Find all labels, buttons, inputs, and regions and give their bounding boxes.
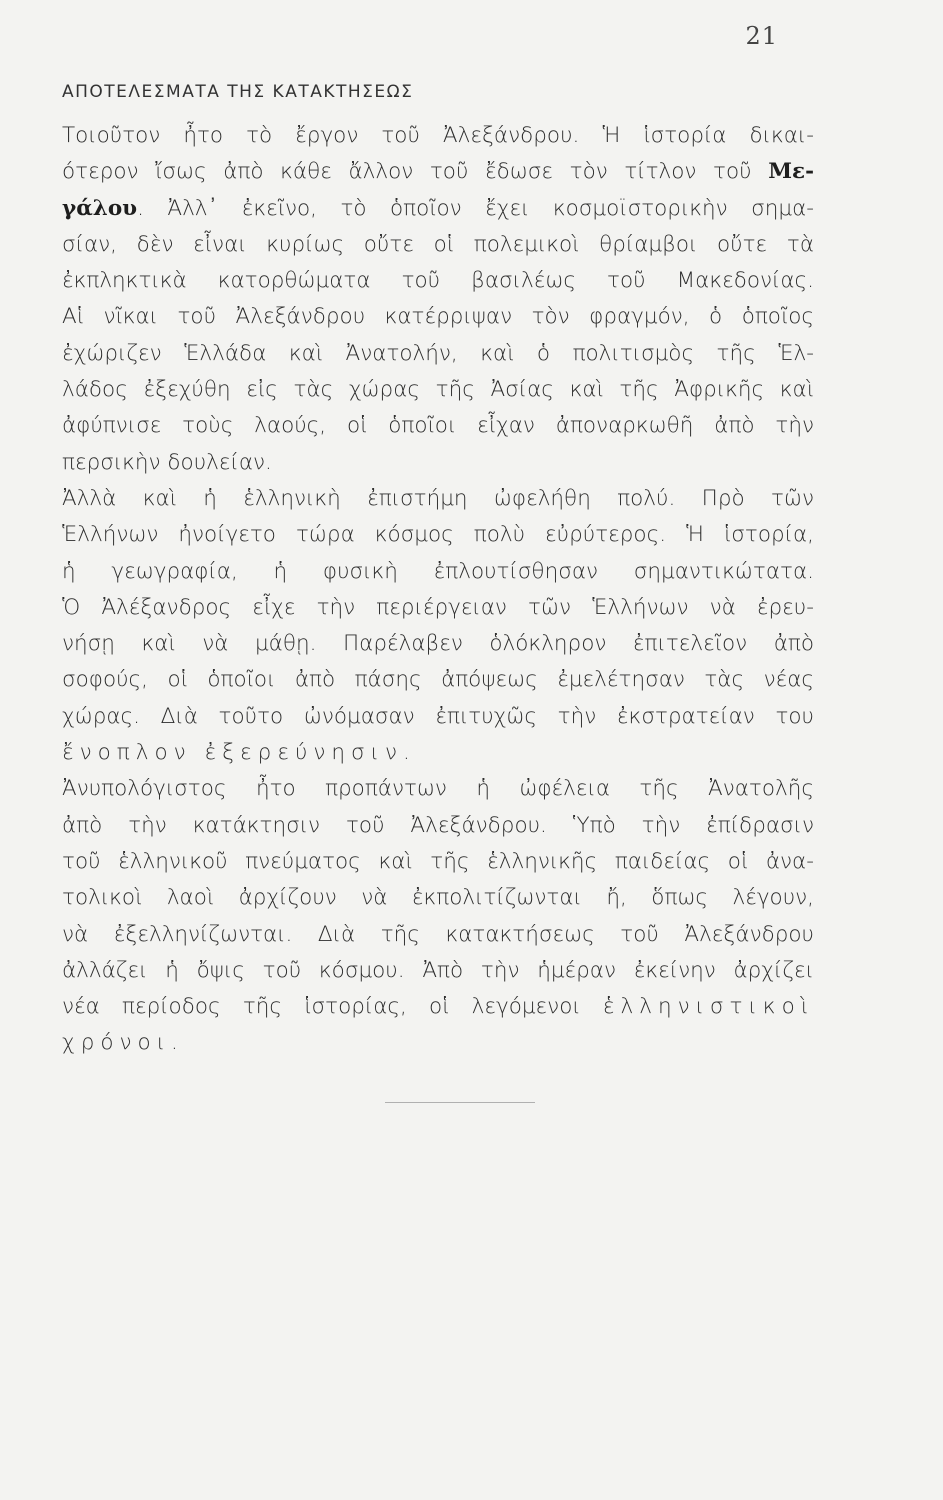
text-line	[62, 590, 814, 626]
text-run: Ὁ Ἀλέξανδρος εἶχε τὴν περιέργειαν τῶν Ἑλλήνων νὰ ἐρευ-	[62, 594, 814, 620]
text-run: νήσῃ καὶ νὰ μάθῃ. Παρέλαβεν ὁλόκληρον ἐπιτελεῖον ἀπὸ	[62, 631, 814, 657]
text-run: ἀπὸ τὴν κατάκτησιν τοῦ Ἀλεξάνδρου. Ὑπὸ τὴν ἐπίδρασιν	[62, 812, 814, 838]
text-run: λάδος ἐξεχύθη εἰς τὰς χώρας τῆς Ἀσίας καὶ τῆς Ἀφρικῆς καὶ	[62, 377, 814, 403]
text-run: σοφούς, οἱ ὁποῖοι ἀπὸ πάσης ἀπόψεως ἐμελέτησαν τὰς νέας	[62, 667, 814, 693]
text-line	[62, 844, 814, 880]
text-run: ἑλληνιστικοὶ	[602, 994, 814, 1020]
paragraph	[62, 118, 814, 481]
text-line	[62, 263, 814, 299]
text-line	[62, 771, 814, 807]
text-run: γάλου	[62, 195, 138, 221]
paragraph	[62, 771, 814, 1061]
text-run: νὰ ἐξελληνίζωνται. Διὰ τῆς κατακτήσεως τοῦ Ἀλεξάνδρου	[62, 921, 814, 947]
page-number: 21	[745, 22, 778, 50]
text-run: Ἀνυπολόγιστος ἦτο προπάντων ἡ ὠφέλεια τῆς Ἀνατολῆς	[62, 776, 814, 802]
text-run: ἔνοπλον ἐξερεύνησιν.	[62, 740, 416, 766]
text-line	[62, 1025, 814, 1061]
body-text	[62, 118, 814, 1062]
text-run: . Ἀλλ᾿ ἐκεῖνο, τὸ ὁποῖον ἔχει κοσμοϊστορικὴν σημα-	[137, 195, 814, 221]
text-line	[62, 626, 814, 662]
text-run: χώρας. Διὰ τοῦτο ὠνόμασαν ἐπιτυχῶς τὴν ἐκστρατείαν του	[62, 703, 814, 729]
text-line	[62, 735, 814, 771]
text-run: ἡ γεωγραφία, ἡ φυσικὴ ἐπλουτίσθησαν σημαντικώτατα.	[62, 558, 814, 584]
text-run: τοῦ ἑλληνικοῦ πνεύματος καὶ τῆς ἑλληνικῆς παιδείας οἱ ἀνα-	[62, 848, 814, 874]
text-line	[62, 880, 814, 916]
text-run: τολικοὶ λαοὶ ἀρχίζουν νὰ ἐκπολιτίζωνται ἤ, ὅπως λέγουν,	[62, 885, 814, 911]
text-line	[62, 118, 814, 154]
text-line	[62, 445, 814, 481]
text-line	[62, 372, 814, 408]
text-run: Τοιοῦτον ἦτο τὸ ἔργον τοῦ Ἀλεξάνδρου. Ἡ ἱστορία δικαι-	[62, 123, 814, 148]
section-heading: ΑΠΟΤΕΛΕΣΜΑΤΑ ΤΗΣ ΚΑΤΑΚΤΗΣΕΩΣ	[62, 82, 414, 102]
text-line	[62, 953, 814, 989]
paragraph	[62, 481, 814, 771]
text-run: ἐχώριζεν Ἑλλάδα καὶ Ἀνατολήν, καὶ ὁ πολιτισμὸς τῆς Ἑλ-	[62, 340, 814, 366]
text-line	[62, 554, 814, 590]
text-run: ἐκπληκτικὰ κατορθώματα τοῦ βασιλέως τοῦ Μακεδονίας.	[62, 268, 814, 294]
text-line	[62, 154, 814, 190]
text-run: περσικὴν δουλείαν.	[62, 449, 272, 475]
text-run: Αἱ νῖκαι τοῦ Ἀλεξάνδρου κατέρριψαν τὸν φραγμόν, ὁ ὁποῖος	[62, 304, 814, 330]
text-line	[62, 191, 814, 227]
end-rule	[385, 1102, 535, 1103]
text-run: ἀφύπνισε τοὺς λαούς, οἱ ὁποῖοι εἶχαν ἀποναρκωθῆ ἀπὸ τὴν	[62, 413, 814, 439]
text-run: ότερον ἴσως ἀπὸ κάθε ἄλλον τοῦ ἔδωσε τὸν τίτλον τοῦ	[62, 159, 769, 185]
text-line	[62, 227, 814, 263]
text-line	[62, 299, 814, 335]
text-line	[62, 808, 814, 844]
text-line	[62, 336, 814, 372]
text-line	[62, 517, 814, 553]
text-run: νέα περίοδος τῆς ἱστορίας, οἱ λεγόμενοι	[62, 994, 603, 1020]
text-run: Με-	[768, 159, 814, 185]
text-run: σίαν, δὲν εἶναι κυρίως οὔτε οἱ πολεμικοὶ θρίαμβοι οὔτε τὰ	[62, 231, 814, 257]
text-line	[62, 662, 814, 698]
text-line	[62, 989, 814, 1025]
text-run: ἀλλάζει ἡ ὄψις τοῦ κόσμου. Ἀπὸ τὴν ἡμέραν ἐκείνην ἀρχίζει	[62, 957, 814, 983]
text-run: Ἑλλήνων ἠνοίγετο τώρα κόσμος πολὺ εὐρύτερος. Ἡ ἱστορία,	[62, 522, 814, 548]
text-line	[62, 408, 814, 444]
text-line	[62, 917, 814, 953]
text-line	[62, 481, 814, 517]
text-run: Ἀλλὰ καὶ ἡ ἑλληνικὴ ἐπιστήμη ὠφελήθη πολύ. Πρὸ τῶν	[62, 485, 814, 511]
text-run: χρόνοι.	[62, 1030, 184, 1056]
text-line	[62, 699, 814, 735]
